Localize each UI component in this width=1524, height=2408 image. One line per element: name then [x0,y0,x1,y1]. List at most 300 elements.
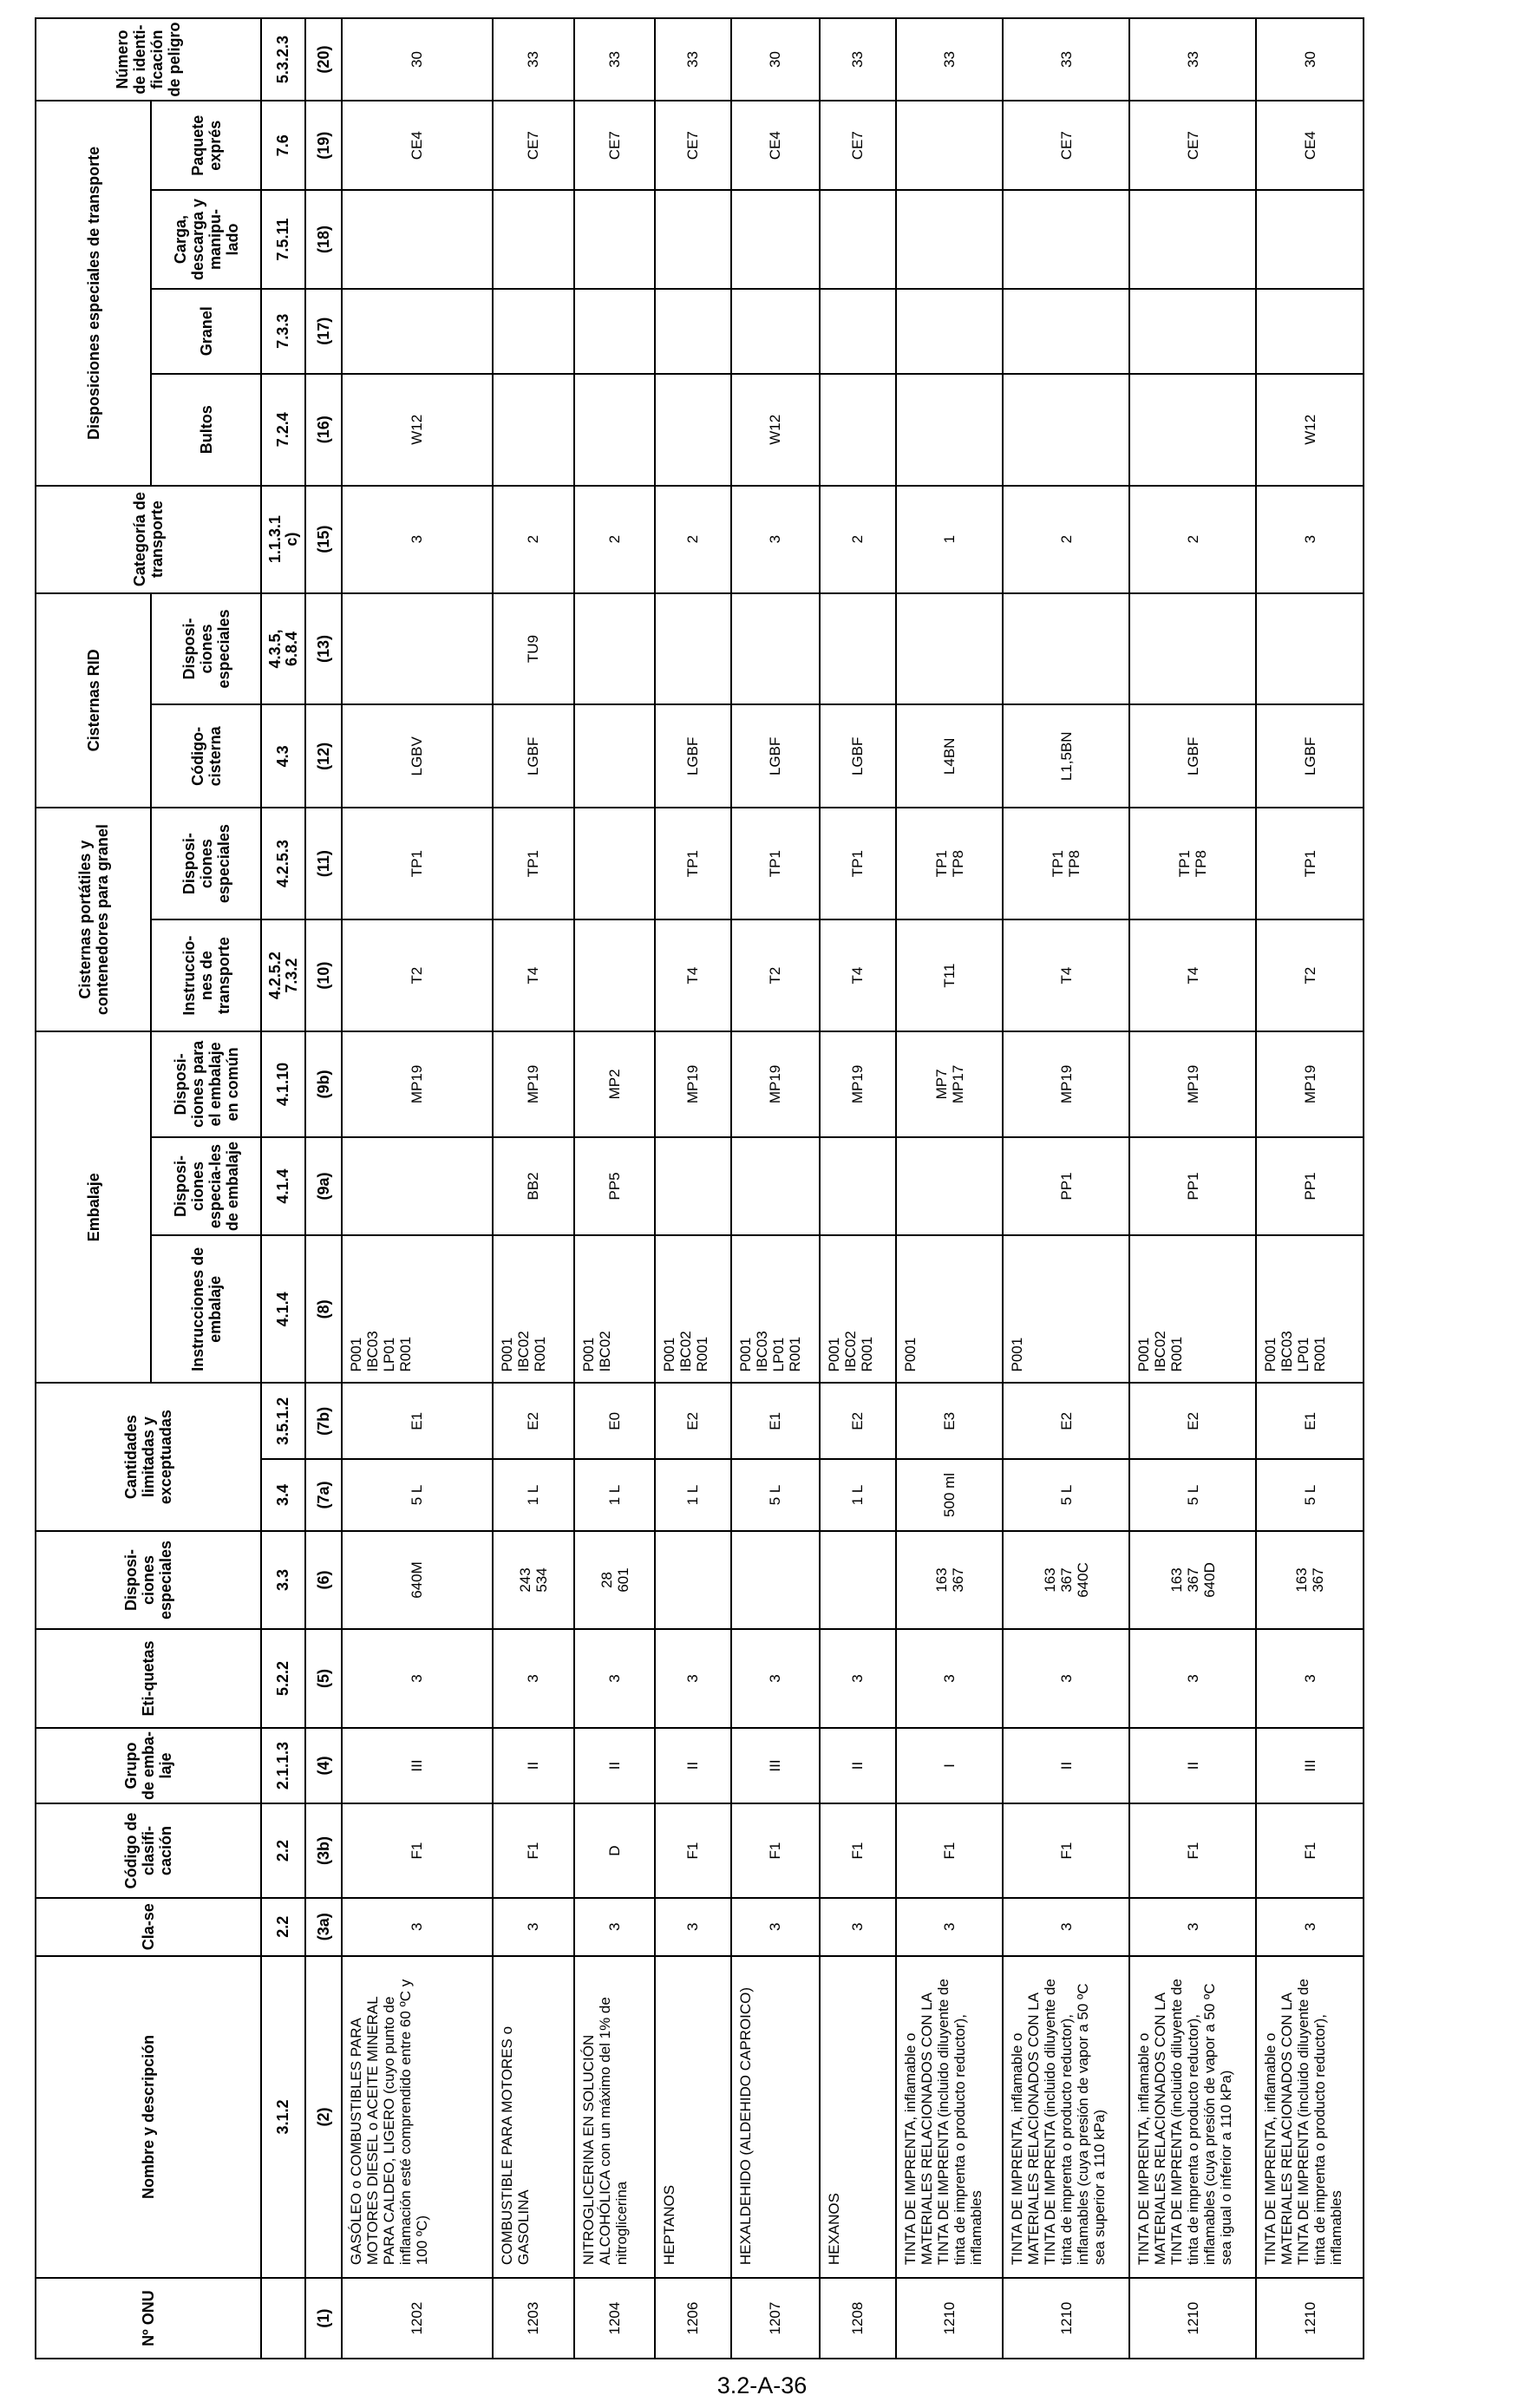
header-express: Paquete exprés [151,101,261,190]
name-description-cell: TINTA DE IMPRENTA, inflamable o MATERIALES RELACIONADOS CON LA TINTA DE IMPRENTA (incluido diluyente de tinta de imprenta o producto reductor), inflamables (cuya presión de vapor a 50 ºC sea igual o inferior a 110 kPa) [1129,1956,1256,2278]
table-cell [655,289,731,374]
table-cell: 2 [1003,486,1129,593]
table-row [655,18,731,2359]
table-cell: MP19 [493,1031,575,1137]
table-cell: MP19 [342,1031,493,1137]
table-cell [493,190,575,288]
table-cell: LGBF [655,705,731,808]
table-cell: LGBF [1129,705,1256,808]
table-cell: E3 [896,1384,1004,1460]
table-cell: F1 [731,1803,820,1897]
table-cell: PP1 [1003,1137,1129,1235]
table-cell [1256,289,1364,374]
column-number-cell: (11) [305,808,342,919]
table-cell: 3 [493,1898,575,1956]
table-cell: 3 [1256,486,1364,593]
table-cell: LGBF [820,705,896,808]
table-cell: PP1 [1129,1137,1256,1235]
table-cell: 3 [574,1898,655,1956]
name-description-cell: GASÓLEO o COMBUSTIBLES PARA MOTORES DIESEL o ACEITE MINERAL PARA CALDEO, LIGERO (cuyo punto de inflamación esté comprendido entre 60 ºC y 100 ºC) [342,1956,493,2278]
header-portable-instructions: Instruccio-nes de transporte [151,919,261,1031]
column-number-cell: (10) [305,919,342,1031]
table-cell: 3 [1129,1898,1256,1956]
table-cell [1003,374,1129,486]
table-cell: III [1256,1728,1364,1804]
table-cell: 5 L [1256,1459,1364,1531]
section-ref-cell: 7.5.11 [261,190,305,288]
column-number-cell: (7b) [305,1384,342,1460]
dangerous-goods-table [35,17,1364,2359]
table-cell: E2 [1129,1384,1256,1460]
table-cell: E1 [1256,1384,1364,1460]
table-cell: III [342,1728,493,1804]
table-cell: P001 [1003,1235,1129,1383]
table-cell: TP1 TP8 [1129,808,1256,919]
table-cell: TU9 [493,593,575,705]
table-cell: 2 [1129,486,1256,593]
table-cell: II [820,1728,896,1804]
table-cell: TP1 [1256,808,1364,919]
table-cell: 2 [820,486,896,593]
table-cell: 33 [574,18,655,101]
section-ref-cell: 1.1.3.1 c) [261,486,305,593]
table-cell: 3 [896,1629,1004,1727]
name-description-cell: NITROGLICERINA EN SOLUCIÓN ALCOHÓLICA con un máximo del 1% de nitroglicerina [574,1956,655,2278]
column-number-cell: (19) [305,101,342,190]
table-cell: 28 601 [574,1531,655,1629]
section-ref-cell: 2.2 [261,1898,305,1956]
table-cell: 5 L [342,1459,493,1531]
un-number-cell: 1210 [1003,2278,1129,2359]
table-cell: 243 534 [493,1531,575,1629]
un-number-cell: 1210 [1129,2278,1256,2359]
table-cell: TP1 TP8 [1003,808,1129,919]
table-cell: W12 [1256,374,1364,486]
table-cell [655,1531,731,1629]
table-cell: 3 [1129,1629,1256,1727]
table-cell: 33 [655,18,731,101]
table-cell: CE4 [731,101,820,190]
table-cell [655,374,731,486]
section-ref-cell: 4.2.5.3 [261,808,305,919]
table-cell: T4 [1003,919,1129,1031]
table-cell: 30 [342,18,493,101]
section-ref-cell: 4.1.4 [261,1235,305,1383]
table-cell: L1,5BN [1003,705,1129,808]
name-description-cell: HEPTANOS [655,1956,731,2278]
table-cell: F1 [655,1803,731,1897]
name-description-cell: TINTA DE IMPRENTA, inflamable o MATERIALES RELACIONADOS CON LA TINTA DE IMPRENTA (incluido diluyente de tinta de imprenta o producto reductor), inflamables (cuya presión de vapor a 50 ºC sea superior a 110 kPa) [1003,1956,1129,2278]
table-cell: F1 [896,1803,1004,1897]
table-cell: 3 [1256,1629,1364,1727]
table-cell [820,593,896,705]
section-ref-cell: 5.3.2.3 [261,18,305,101]
table-cell [731,289,820,374]
section-reference-row [261,18,305,2359]
table-cell [731,190,820,288]
table-row [1129,18,1256,2359]
table-cell: 3 [574,1629,655,1727]
table-cell: 3 [731,486,820,593]
table-cell: 33 [1003,18,1129,101]
table-cell [1129,289,1256,374]
table-cell: 1 L [820,1459,896,1531]
header-mixed-packing: Disposi-ciones para el embalaje en común [151,1031,261,1137]
column-number-cell: (9a) [305,1137,342,1235]
section-ref-cell: 3.3 [261,1531,305,1629]
table-cell [574,374,655,486]
section-ref-cell: 4.2.5.2 7.3.2 [261,919,305,1031]
section-ref-cell: 3.5.1.2 [261,1384,305,1460]
table-cell: III [731,1728,820,1804]
table-cell: 33 [896,18,1004,101]
column-number-cell: (8) [305,1235,342,1383]
name-description-cell: HEXANOS [820,1956,896,2278]
table-cell: 2 [574,486,655,593]
un-number-cell: 1210 [1256,2278,1364,2359]
table-cell: T2 [731,919,820,1031]
column-number-cell: (16) [305,374,342,486]
header-classification-code: Código de clasifi-cación [36,1803,261,1897]
table-cell [1256,190,1364,288]
table-cell: D [574,1803,655,1897]
table-cell: 1 L [574,1459,655,1531]
table-cell [1129,190,1256,288]
column-number-cell: (3b) [305,1803,342,1897]
table-cell: MP19 [1129,1031,1256,1137]
table-cell [574,919,655,1031]
name-description-cell: COMBUSTIBLE PARA MOTORES o GASOLINA [493,1956,575,2278]
table-cell [896,1137,1004,1235]
table-cell: 3 [655,1629,731,1727]
table-cell: E2 [820,1384,896,1460]
table-cell: 2 [493,486,575,593]
table-cell: E1 [342,1384,493,1460]
table-row [1256,18,1364,2359]
table-cell: II [1129,1728,1256,1804]
table-cell: LGBF [1256,705,1364,808]
table-row [342,18,493,2359]
column-number-cell: (9b) [305,1031,342,1137]
table-cell: E1 [731,1384,820,1460]
column-number-cell: (20) [305,18,342,101]
table-cell [574,705,655,808]
table-cell: TP1 [820,808,896,919]
table-cell: MP19 [1003,1031,1129,1137]
table-cell: P001 [896,1235,1004,1383]
table-cell: LGBF [493,705,575,808]
table-cell [342,190,493,288]
table-cell: P001 IBC03 LP01 R001 [342,1235,493,1383]
table-cell: 163 367 [896,1531,1004,1629]
table-cell: E2 [655,1384,731,1460]
table-cell: II [1003,1728,1129,1804]
table-cell: MP19 [655,1031,731,1137]
table-cell: CE7 [655,101,731,190]
table-cell [574,808,655,919]
un-number-cell: 1202 [342,2278,493,2359]
table-cell: PP5 [574,1137,655,1235]
header-labels: Eti-quetas [36,1629,261,1727]
table-cell: TP1 [493,808,575,919]
table-cell: TP1 [342,808,493,919]
table-cell: MP2 [574,1031,655,1137]
table-cell: 5 L [1129,1459,1256,1531]
table-cell [820,1531,896,1629]
table-row [493,18,575,2359]
table-cell [655,190,731,288]
section-ref-cell: 7.6 [261,101,305,190]
table-cell: F1 [342,1803,493,1897]
table-cell: CE4 [1256,101,1364,190]
table-cell: MP7 MP17 [896,1031,1004,1137]
table-cell: 163 367 [1256,1531,1364,1629]
table-cell: 1 L [655,1459,731,1531]
table-cell: F1 [1129,1803,1256,1897]
table-cell: T11 [896,919,1004,1031]
table-cell [655,1137,731,1235]
table-row [731,18,820,2359]
table-cell [731,1137,820,1235]
column-number-cell: (17) [305,289,342,374]
table-cell: F1 [820,1803,896,1897]
table-cell: P001 IBC02 R001 [493,1235,575,1383]
header-special-provisions: Disposi-ciones especiales [36,1531,261,1629]
table-cell: MP19 [731,1031,820,1137]
table-cell: T4 [655,919,731,1031]
section-ref-cell: 2.1.1.3 [261,1728,305,1804]
header-rid-tanks: Cisternas RID [36,593,151,808]
table-cell: T4 [1129,919,1256,1031]
table-cell [574,593,655,705]
page-number: 3.2-A-36 [716,2372,808,2398]
table-cell [493,289,575,374]
header-name-description: Nombre y descripción [36,1956,261,2278]
table-cell: 3 [493,1629,575,1727]
table-cell [820,374,896,486]
column-number-cell: (18) [305,190,342,288]
table-cell: TP1 TP8 [896,808,1004,919]
section-ref-cell [261,2278,305,2359]
column-number-cell: (6) [305,1531,342,1629]
table-row [896,18,1004,2359]
table-cell: 3 [820,1629,896,1727]
table-cell [1003,289,1129,374]
table-cell: LGBV [342,705,493,808]
table-cell: 3 [731,1898,820,1956]
table-cell: 3 [342,1898,493,1956]
table-cell: 500 ml [896,1459,1004,1531]
table-cell [896,101,1004,190]
table-cell: 640M [342,1531,493,1629]
column-number-row [305,18,342,2359]
header-tank-special: Disposi-ciones especiales [151,593,261,705]
table-cell: PP1 [1256,1137,1364,1235]
header-portable-special: Disposi-ciones especiales [151,808,261,919]
table-cell: BB2 [493,1137,575,1235]
table-cell: W12 [342,374,493,486]
table-cell: L4BN [896,705,1004,808]
table-cell [731,593,820,705]
header-packing-group: Grupo de emba-laje [36,1728,261,1804]
table-row [1003,18,1129,2359]
section-ref-cell: 4.1.4 [261,1137,305,1235]
table-cell: LGBF [731,705,820,808]
header-packaging: Embalaje [36,1031,151,1383]
table-cell: 5 L [1003,1459,1129,1531]
table-cell: F1 [1256,1803,1364,1897]
section-ref-cell: 4.3 [261,705,305,808]
table-cell: 5 L [731,1459,820,1531]
section-ref-cell: 7.2.4 [261,374,305,486]
header-tank-code: Código-cisterna [151,705,261,808]
section-ref-cell: 7.3.3 [261,289,305,374]
header-hazard-id: Número de identi-ficación de peligro [36,18,261,101]
header-special-packing: Disposi-ciones especia-les de embalaje [151,1137,261,1235]
table-cell: 33 [1129,18,1256,101]
table-cell: 30 [1256,18,1364,101]
name-description-cell: TINTA DE IMPRENTA, inflamable o MATERIALES RELACIONADOS CON LA TINTA DE IMPRENTA (incluido diluyente de tinta de imprenta o producto reductor), inflamables [896,1956,1004,2278]
table-cell [896,190,1004,288]
table-cell: CE7 [1003,101,1129,190]
section-ref-cell: 3.4 [261,1459,305,1531]
table-cell: 163 367 640C [1003,1531,1129,1629]
column-number-cell: (15) [305,486,342,593]
table-cell: CE7 [820,101,896,190]
table-cell: CE4 [342,101,493,190]
un-number-cell: 1204 [574,2278,655,2359]
table-cell: II [655,1728,731,1804]
table-cell: 33 [820,18,896,101]
table-cell: II [574,1728,655,1804]
table-cell: 3 [1256,1898,1364,1956]
table-cell: P001 IBC03 LP01 R001 [1256,1235,1364,1383]
table-cell: TP1 [731,808,820,919]
table-cell: E2 [493,1384,575,1460]
table-cell: T2 [1256,919,1364,1031]
name-description-cell: TINTA DE IMPRENTA, inflamable o MATERIALES RELACIONADOS CON LA TINTA DE IMPRENTA (incluido diluyente de tinta de imprenta o producto reductor), inflamables [1256,1956,1364,2278]
table-cell: CE7 [1129,101,1256,190]
table-cell: F1 [493,1803,575,1897]
table-cell: 3 [342,486,493,593]
column-number-cell: (4) [305,1728,342,1804]
table-cell [896,593,1004,705]
table-cell: P001 IBC02 R001 [1129,1235,1256,1383]
table-cell: T2 [342,919,493,1031]
header-class: Cla-se [36,1898,261,1956]
un-number-cell: 1208 [820,2278,896,2359]
header-limited-excepted: Cantidades limitadas y exceptuadas [36,1384,261,1531]
table-cell [820,1137,896,1235]
table-cell [493,374,575,486]
column-number-cell: (7a) [305,1459,342,1531]
table-cell: 30 [731,18,820,101]
header-un-number: Nº ONU [36,2278,261,2359]
table-cell: 33 [493,18,575,101]
un-number-cell: 1207 [731,2278,820,2359]
table-cell [1003,190,1129,288]
table-cell [1256,593,1364,705]
header-portable-tanks: Cisternas portátiles y contenedores para granel [36,808,151,1031]
table-cell: MP19 [820,1031,896,1137]
table-cell: 1 [896,486,1004,593]
table-cell: E0 [574,1384,655,1460]
section-ref-cell: 3.1.2 [261,1956,305,2278]
column-number-cell: (5) [305,1629,342,1727]
table-cell [896,374,1004,486]
table-cell [655,593,731,705]
table-cell [342,1137,493,1235]
table-cell: P001 IBC02 [574,1235,655,1383]
table-cell: 1 L [493,1459,575,1531]
header-loading: Carga, descarga y manipu-lado [151,190,261,288]
section-ref-cell: 2.2 [261,1803,305,1897]
table-cell [820,289,896,374]
un-number-cell: 1210 [896,2278,1004,2359]
table-cell: W12 [731,374,820,486]
rotated-table-wrapper [35,17,1364,2359]
table-cell: 163 367 640D [1129,1531,1256,1629]
table-cell: 3 [896,1898,1004,1956]
table-cell [574,190,655,288]
table-cell [731,1531,820,1629]
table-cell: E2 [1003,1384,1129,1460]
table-cell: 3 [655,1898,731,1956]
column-number-cell: (13) [305,593,342,705]
table-cell [574,289,655,374]
table-cell: P001 IBC03 LP01 R001 [731,1235,820,1383]
table-cell: P001 IBC02 R001 [820,1235,896,1383]
table-cell: 3 [731,1629,820,1727]
table-cell: 3 [1003,1629,1129,1727]
header-packing-instructions: Instrucciones de embalaje [151,1235,261,1383]
table-cell [896,289,1004,374]
header-transport-category: Categoría de transporte [36,486,261,593]
table-cell: CE7 [493,101,575,190]
table-row [574,18,655,2359]
table-cell: 3 [1003,1898,1129,1956]
table-cell [1129,593,1256,705]
header-bulk: Granel [151,289,261,374]
table-cell [820,190,896,288]
column-number-cell: (2) [305,1956,342,2278]
un-number-cell: 1203 [493,2278,575,2359]
section-ref-cell: 4.3.5, 6.8.4 [261,593,305,705]
un-number-cell: 1206 [655,2278,731,2359]
table-cell: TP1 [655,808,731,919]
section-ref-cell: 4.1.10 [261,1031,305,1137]
table-cell: 2 [655,486,731,593]
table-cell: T4 [493,919,575,1031]
table-cell: F1 [1003,1803,1129,1897]
section-ref-cell: 5.2.2 [261,1629,305,1727]
name-description-cell: HEXALDEHIDO (ALDEHIDO CAPROICO) [731,1956,820,2278]
table-cell: I [896,1728,1004,1804]
column-number-cell: (3a) [305,1898,342,1956]
table-cell: T4 [820,919,896,1031]
table-cell: P001 IBC02 R001 [655,1235,731,1383]
table-cell [342,289,493,374]
header-packages: Bultos [151,374,261,486]
table-cell: MP19 [1256,1031,1364,1137]
table-cell: 3 [820,1898,896,1956]
table-row [820,18,896,2359]
table-cell [1003,593,1129,705]
table-cell: CE7 [574,101,655,190]
table-cell: II [493,1728,575,1804]
table-cell: 3 [342,1629,493,1727]
table-cell [1129,374,1256,486]
